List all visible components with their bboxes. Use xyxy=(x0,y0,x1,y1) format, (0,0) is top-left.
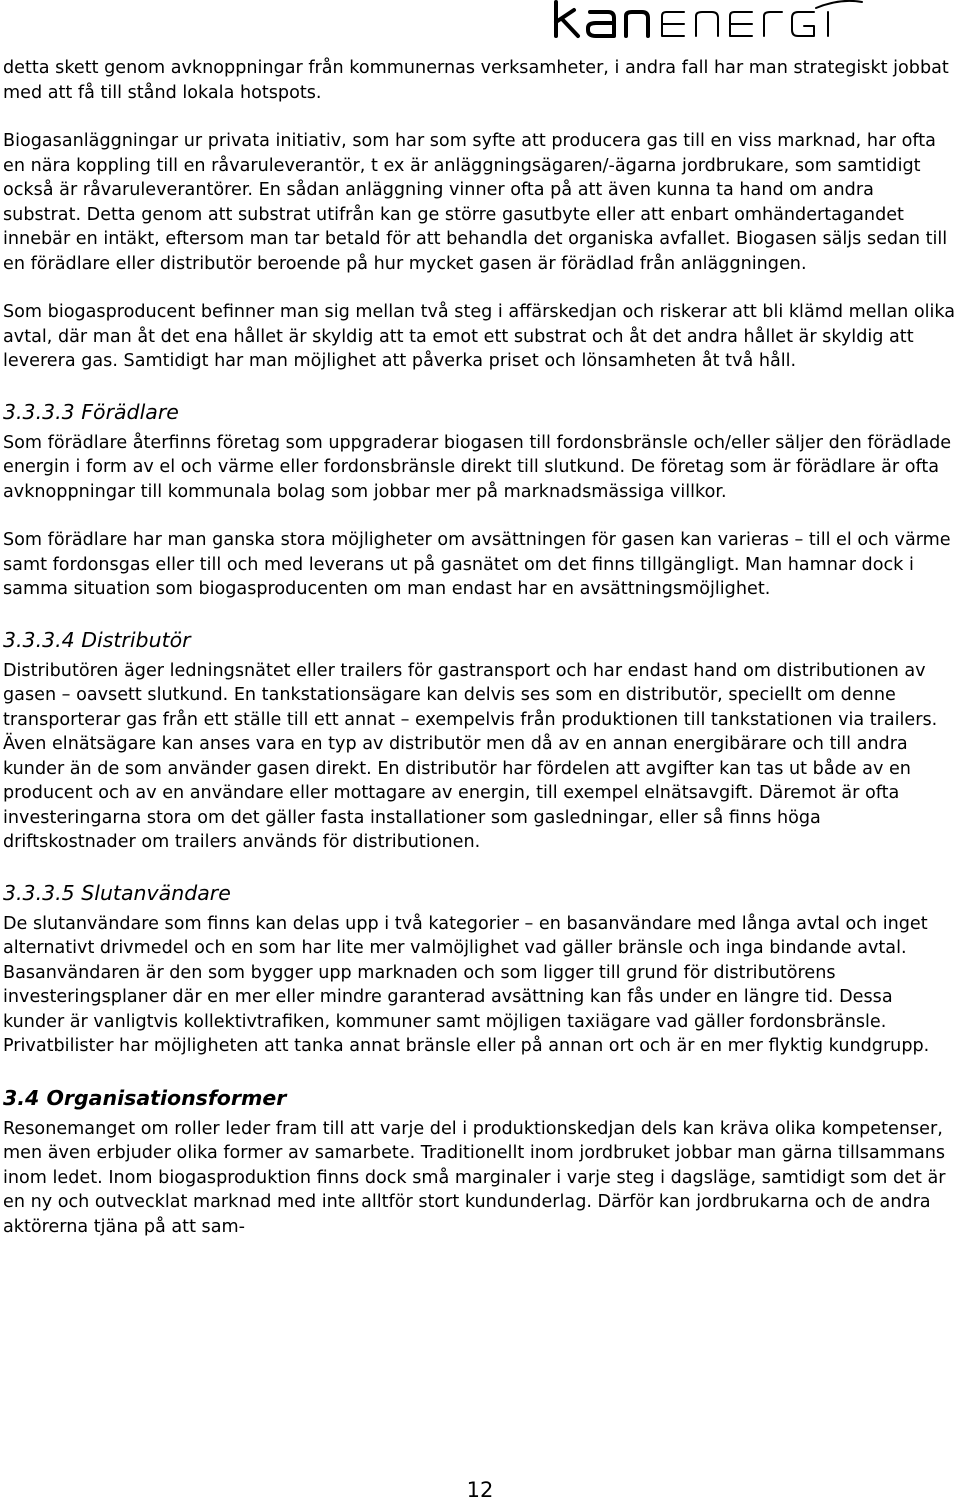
section-heading-foradlare: 3.3.3.3 Förädlare xyxy=(3,399,179,424)
kanenergi-logo xyxy=(550,0,880,40)
paragraph-organisationsformer: Resonemanget om roller leder fram till att varje del i produktionskedjan dels kan kräva olika kompetenser, men även erbjuder olika former av samarbete. Traditionellt inom jordbruket jobbar man gärna tillsammans inom ledet. Inom biogasproduktion finns dock små marginaler i varje steg i dagsläge, samtidigt som det är en ny och outvecklat marknad med inte alltför stort kundunderlag. Därför kan jordbrukarna och de andra aktörerna tjäna på att sam- xyxy=(3,1118,946,1237)
section-heading-slutanvandare: 3.3.3.5 Slutanvändare xyxy=(3,880,231,905)
paragraph-biogas-producer: Som biogasproducent befinner man sig mellan två steg i affärskedjan och riskerar att bli klämd mellan olika avtal, där man åt det ena hållet är skyldig att ta emot ett substrat och åt det andra hållet är skyldig att leverera gas. Samtidigt har man möjlighet att påverka priset och lönsamheten åt två håll. xyxy=(3,302,956,371)
paragraph-hotspots: detta skett genom avknoppningar från kommunernas verksamheter, i andra fall har man strategiskt jobbat med att få till stånd lokala hotspots. xyxy=(3,58,949,103)
section-heading-organisationsformer: 3.4 Organisationsformer xyxy=(3,1085,287,1110)
document-body xyxy=(3,56,957,1239)
paragraph-foradlare-1: Som förädlare återfinns företag som uppgraderar biogasen till fordonsbränsle och/eller säljer den förädlade energin i form av el och värme eller fordonsbränsle direkt till slutkund. De företag som är förädlare är ofta avknoppningar till kommunala bolag som jobbar mer på marknadsmässiga villkor. xyxy=(3,432,952,502)
paragraph-slutanvandare: De slutanvändare som finns kan delas upp i två kategorier – en basanvändare med långa avtal och inget alternativt drivmedel och en som har lite mer valmöjlighet vad gäller bränsle och inga bindande avtal. Basanvändaren är den som bygger upp marknaden och som ligger till grund för distributörens investeringsplaner där en mer eller mindre garanterad avsättning kan fås under en längre tid. Dessa kunder är vanligtvis kollektivtrafiken, kommuner samt möjligen taxiägare vad gäller fordonsbränsle. Privatbilister har möjligheten att tanka annat bränsle eller på annan ort och är en mer flyktig kundgrupp. xyxy=(3,913,930,1056)
section-heading-distributor: 3.3.3.4 Distributör xyxy=(3,627,191,652)
kanenergi-logo-wordmark xyxy=(550,0,880,40)
page-number: 12 xyxy=(466,1478,494,1502)
paragraph-distributor: Distributören äger ledningsnätet eller trailers för gastransport och har endast hand om distributionen av gasen – oavsett slutkund. En tankstationsägare kan delvis ses som en distributör, speciellt om denne transporterar gas från ett ställe till ett annat – exempelvis från produktionen till tankstationen via trailers. Även elnätsägare kan anses vara en typ av distributör men då av en annan energibärare och till andra kunder än de som använder gasen direkt. En distributör har fördelen att avgifter kan tas ut både av en producent och av en användare eller mottagare av energin, till exempel elnätsavgift. Däremot är ofta investeringarna stora om det gäller fasta installationer som gasledningar, eller så finns höga driftskostnader om trailers används för distributionen. xyxy=(3,660,938,852)
paragraph-foradlare-2: Som förädlare har man ganska stora möjligheter om avsättningen för gasen kan varieras – till el och värme samt fordonsgas eller till och med leverans ut på gasnätet om det finns tillgängligt. Man hamnar dock i samma situation som biogasproducenten om man endast har en avsättningsmöjlighet. xyxy=(3,530,951,599)
paragraph-private-initiatives: Biogasanläggningar ur privata initiativ, som har som syfte att producera gas till en viss marknad, har ofta en nära koppling till en råvaruleverantör, t ex är anläggningsägaren/-ägarna jordbrukare, som samtidigt också är råvaruleverantörer. En sådan anläggning vinner ofta på att även kunna ta hand om andra substrat. Detta genom att substrat utifrån kan ge större gasutbyte eller att enbart omhändertagandet innebär en intäkt, eftersom man tar betald för att behandla det organiska avfallet. Biogasen säljs sedan till en förädlare eller distributör beroende på hur mycket gasen är förädlad från anläggningen. xyxy=(3,131,948,274)
